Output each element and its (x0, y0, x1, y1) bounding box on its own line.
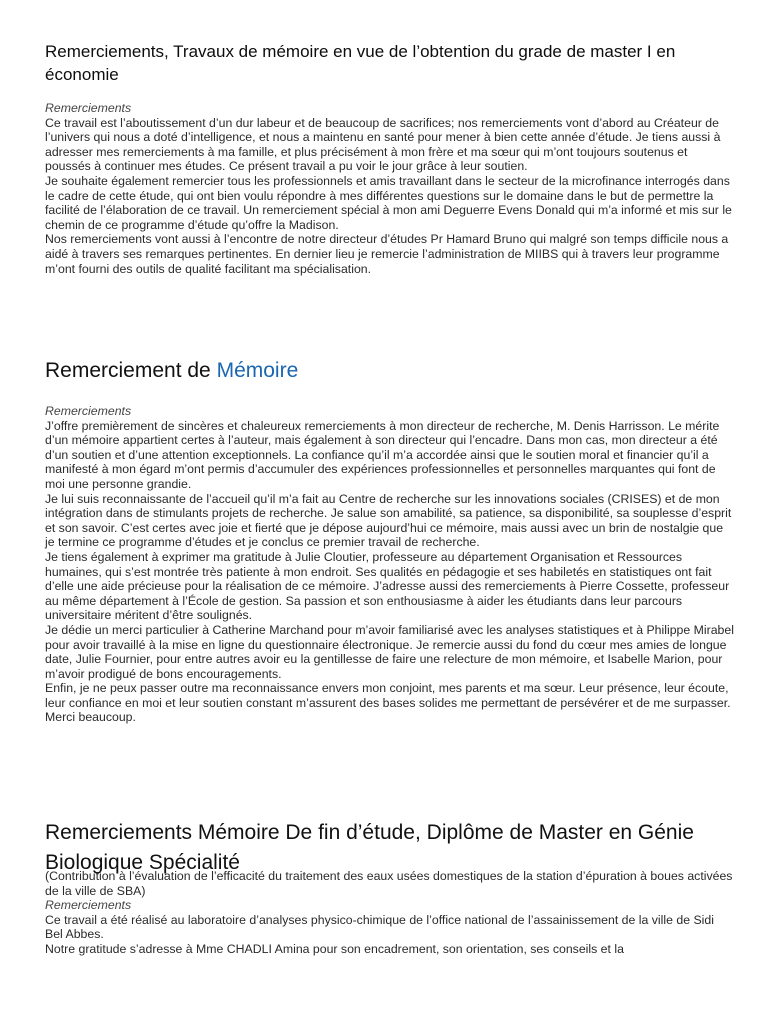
section1-title: Remerciements, Travaux de mémoire en vue de l’obtention du grade de master I en économie (45, 42, 676, 84)
memoire-link[interactable]: Mémoire (216, 359, 299, 382)
section2-paragraph-6: Merci beaucoup. (45, 710, 136, 725)
section1-paragraph-2: Je souhaite également remercier tous les professionnels et amis travaillant dans le secteur de la microfinance interrogés dans le cadre de cette étude, qui ont bien voulu répondre à mes différentes questions sur le domaine dans le but de permettre la facilité de l’élaboration de ce travail. Un remerciement spécial à mon ami Deguerre Evens Donald qui m’a informé et mis sur le chemin de ce programme d’étude qu’offre la Madison. (45, 173, 732, 232)
section2-paragraph-2: Je lui suis reconnaissante de l’accueil qu’il m’a fait au Centre de recherche sur les innovations sociales (CRISES) et de mon intégration dans de stimulants projets de recherche. Je salue son amabilité, sa patience, sa disponibilité, sa souplesse d’esprit et son savoir. C’est certes avec joie et fierté que je dépose aujourd’hui ce mémoire, mais aussi avec un brin de nostalgie que je termine ce programme d’études et je conclus ce premier travail de recherche. (45, 491, 732, 550)
section1-label: Remerciements (45, 101, 132, 115)
section3-paragraph-1: Ce travail a été réalisé au laboratoire d’analyses physico-chimique de l’office national de l’assainissement de la ville de Sidi Bel Abbes. (45, 912, 714, 942)
section3-subtitle: (Contribution à l’évaluation de l’efficacité du traitement des eaux usées domestiques de la station d’épuration à boues activées de la ville de SBA) (45, 869, 733, 898)
section2-title (45, 356, 735, 386)
section3-title: Remerciements Mémoire De fin d’étude, Diplôme de Master en Génie Biologique Spécialité (45, 821, 694, 874)
section2-title-prefix: Remerciement de (45, 359, 217, 382)
section3-body (45, 869, 735, 957)
section2-paragraph-4: Je dédie un merci particulier à Catherine Marchand pour m’avoir familiarisé avec les analyses statistiques et à Philippe Mirabel pour avoir travaillé à la mise en ligne du questionnaire électronique. Je remercie aussi du fond du cœur mes amies de longue date, Julie Fournier, pour entre autres avoir eu la gentillesse de faire une relecture de mon mémoire, et Isabelle Marion, pour m’avoir prodigué de bons encouragements. (45, 622, 734, 681)
section1-paragraph-3: Nos remerciements vont aussi à l’encontre de notre directeur d’études Pr Hamard Bruno qui malgré son temps difficile nous a aidé à travers ses remarques pertinentes. En dernier lieu je remercie l’administration de MIIBS qui à travers leur programme m’ont fourni des outils de qualité facilitant ma spécialisation. (45, 232, 729, 276)
section3-paragraph-2: Notre gratitude s’adresse à Mme CHADLI Amina pour son encadrement, son orientation, ses conseils et la (45, 941, 624, 956)
section2-paragraph-1: J’offre premièrement de sincères et chaleureux remerciements à mon directeur de recherche, M. Denis Harrisson. Le mérite d’un mémoire appartient certes à l’auteur, mais également à son directeur qui l’encadre. Dans mon cas, mon directeur a été d’un soutien et d’une attention exceptionnels. La confiance qu’il m’a accordée ainsi que le soutien moral et financier qu’il a manifesté à mon égard m’ont permis d’accumuler des expériences professionnelles et personnelles marquantes qui font de moi une personne grandie. (45, 418, 720, 491)
section1-paragraph-1: Ce travail est l’aboutissement d’un dur labeur et de beaucoup de sacrifices; nos remerciements vont d’abord au Créateur de l’univers qui nous a doté d’intelligence, et nous a maintenu en santé pour mener à bien cette année d’étude. Je tiens aussi à adresser mes remerciements à ma famille, et plus précisément à mon frère et ma sœur qui m’ont toujours soutenus et poussés à continuer mes études. Ce présent travail a pu voir le jour grâce à leur soutien. (45, 115, 721, 174)
section2-body (45, 404, 735, 725)
section3-label: Remerciements (45, 898, 132, 913)
section2-label: Remerciements (45, 404, 132, 418)
section2-paragraph-3: Je tiens également à exprimer ma gratitude à Julie Cloutier, professeure au département Organisation et Ressources humaines, qui s’est montrée très patiente à mon endroit. Ses qualités en pédagogie et ses habiletés en statistiques ont fait d’elle une aide précieuse pour la réalisation de ce mémoire. J’adresse aussi des remerciements à Pierre Cossette, professeur au même département à l’École de gestion. Sa passion et son enthousiasme à aider les étudiants dans leur parcours universitaire méritent d’être soulignés. (45, 549, 730, 623)
section2-paragraph-5: Enfin, je ne peux passer outre ma reconnaissance envers mon conjoint, mes parents et ma sœur. Leur présence, leur écoute, leur confiance en moi et leur soutien constant m’assurent des bases solides me permettant de persévérer et de me surpasser. (45, 681, 731, 710)
section1-body (45, 101, 735, 276)
